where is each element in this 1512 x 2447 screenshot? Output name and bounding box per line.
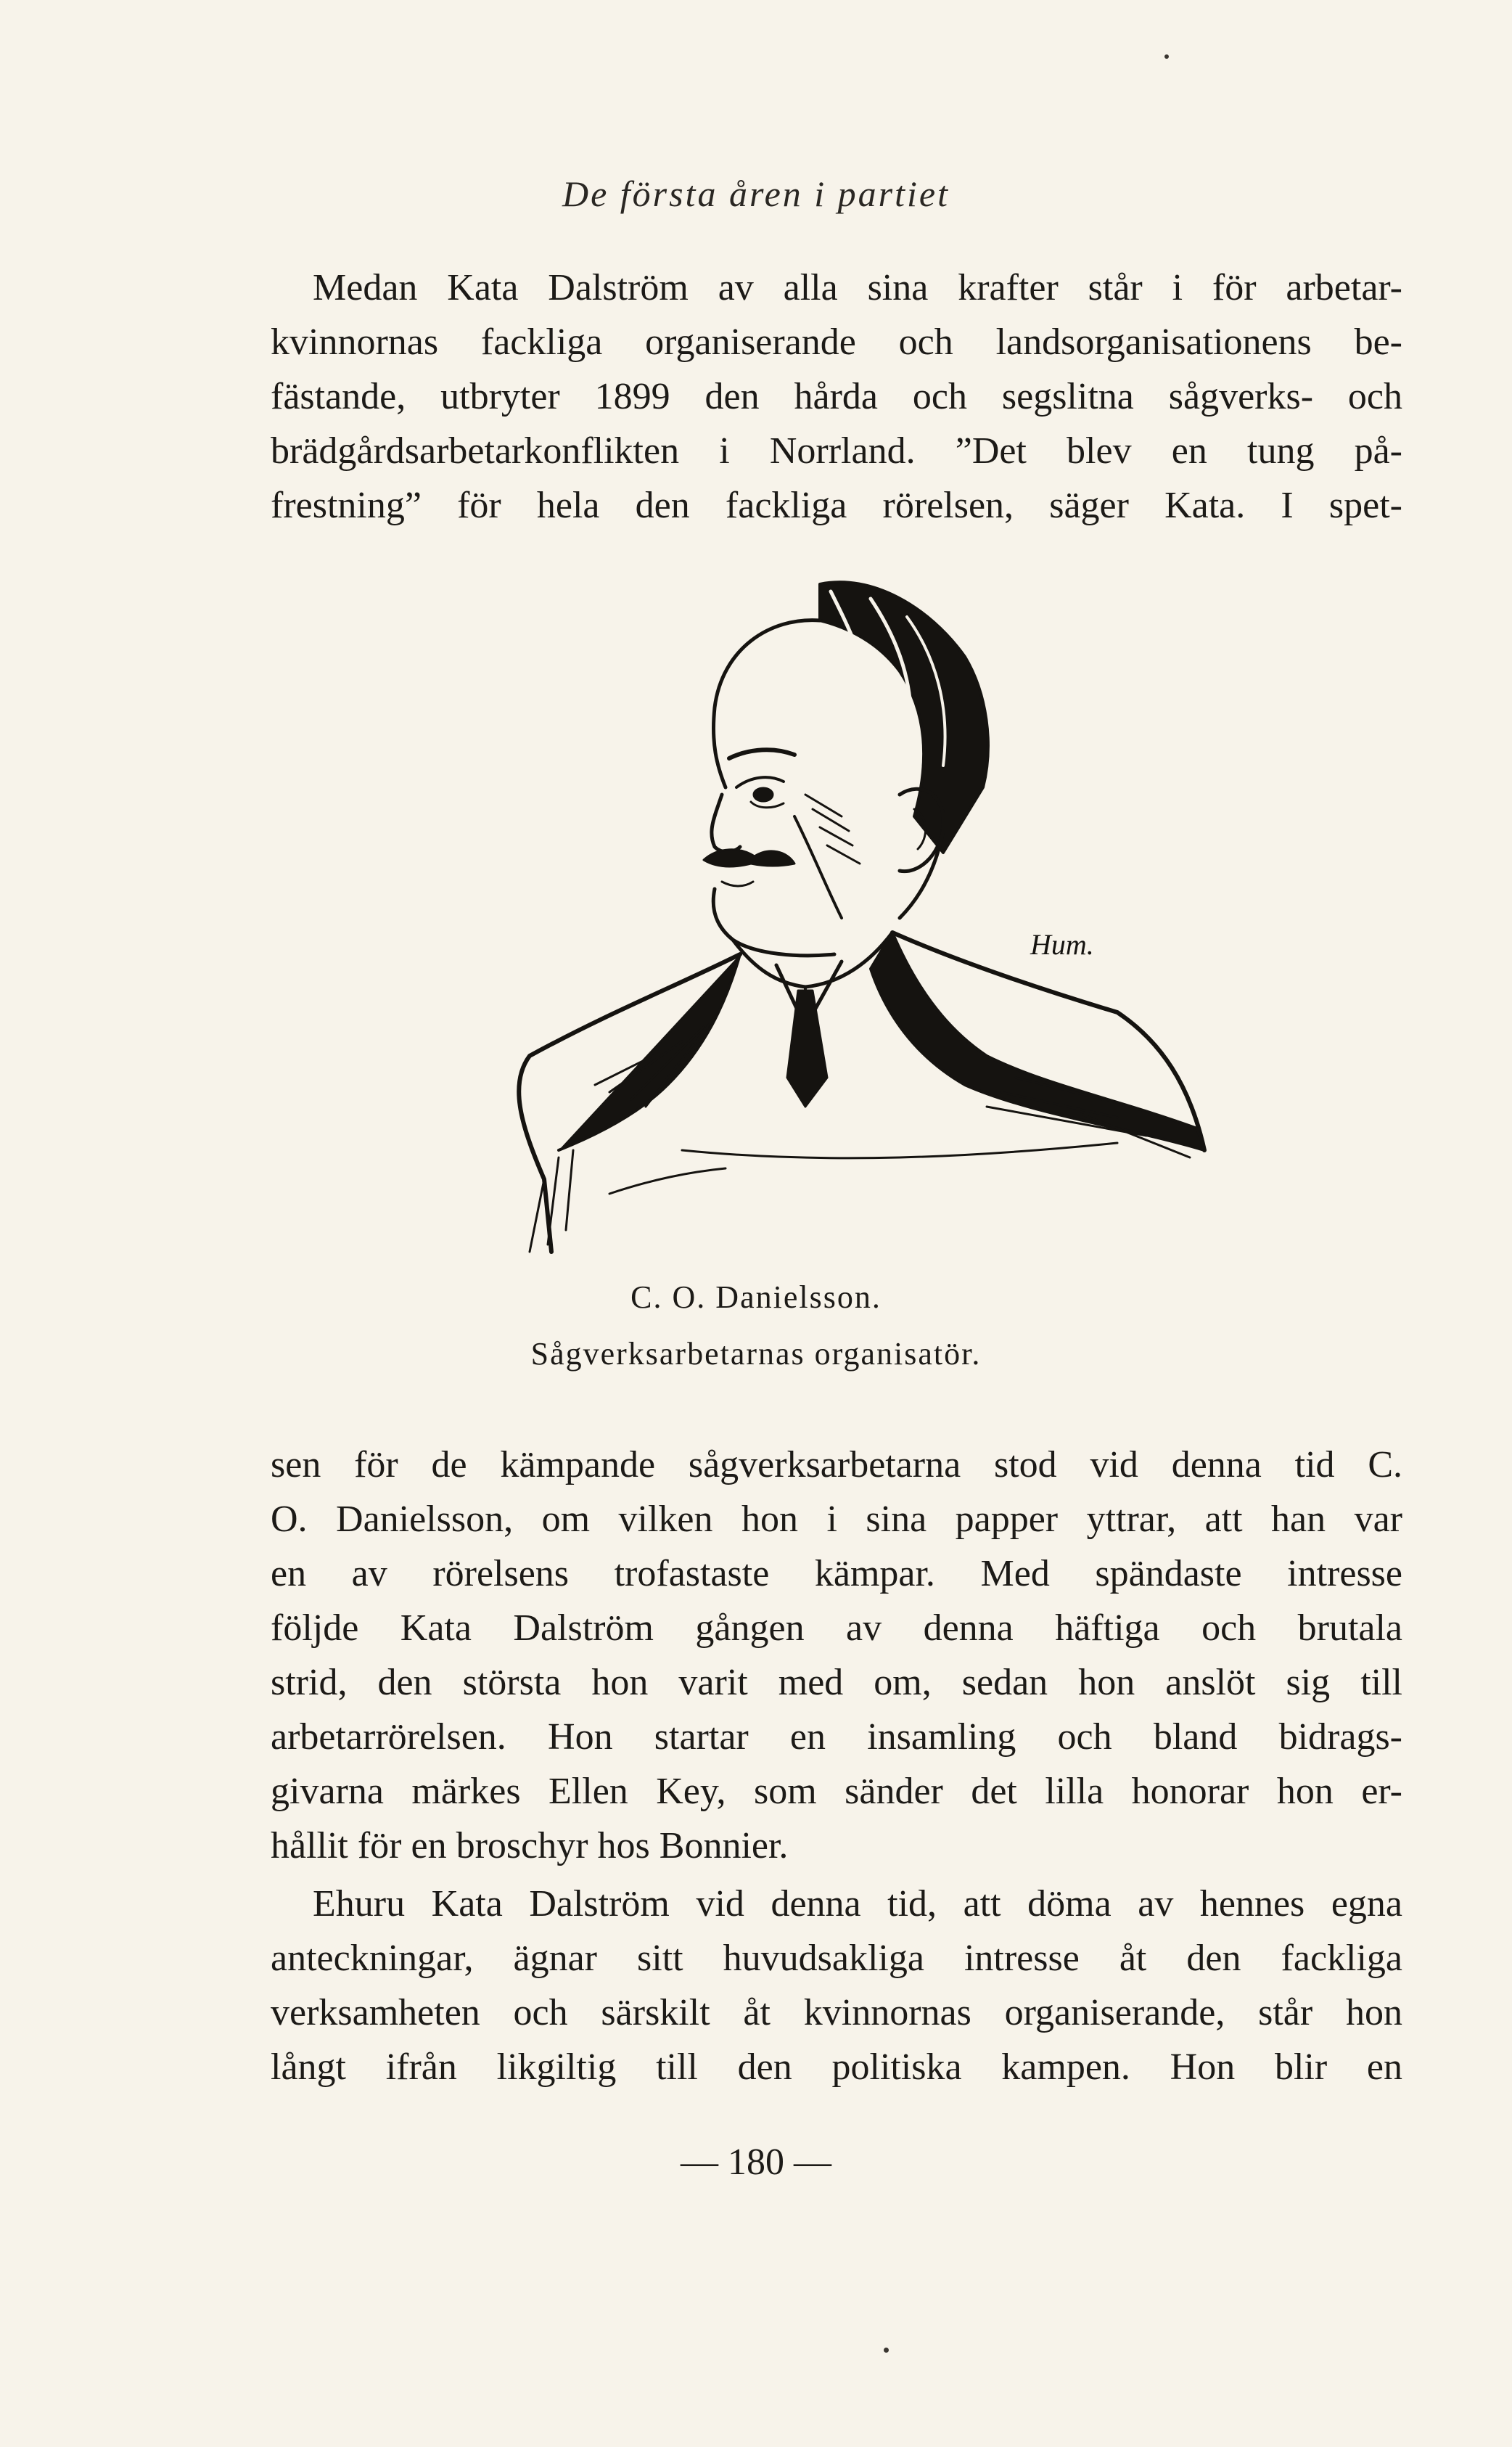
text-line: kvinnornas fackliga organiserande och landsorganisationens be-	[271, 321, 1402, 363]
text-line: fästande, utbryter 1899 den hårda och segslitna sågverks- och	[271, 376, 1402, 417]
text-line: anteckningar, ägnar sitt huvudsakliga intresse åt den fackliga	[271, 1938, 1402, 1979]
caption-name: C. O. Danielsson.	[630, 1279, 882, 1315]
paragraph-2	[271, 1438, 1402, 1873]
ink-speck	[884, 2348, 889, 2353]
text-line: sen för de kämpande sågverksarbetarna stod vid denna tid C.	[271, 1444, 1402, 1485]
text-line: Medan Kata Dalström av alla sina krafter står i för arbetar-	[313, 267, 1402, 308]
text-line: en av rörelsens trofastaste kämpar. Med spändaste intresse	[271, 1553, 1402, 1594]
text-line: följde Kata Dalström gången av denna häftiga och brutala	[271, 1607, 1402, 1649]
artist-signature: Hum.	[1030, 928, 1094, 961]
text-line: frestning” för hela den fackliga rörelsen, säger Kata. I spet-	[271, 485, 1402, 526]
caption-role: Sågverksarbetarnas organisatör.	[530, 1336, 982, 1372]
paragraph-1	[271, 261, 1402, 533]
text-line: Ehuru Kata Dalström vid denna tid, att döma av hennes egna	[313, 1883, 1402, 1925]
running-head: De första åren i partiet	[562, 173, 950, 214]
text-line: givarna märkes Ellen Key, som sänder det lilla honorar hon er-	[271, 1771, 1402, 1812]
portrait-caricature-icon	[464, 577, 1233, 1274]
text-line: brädgårdsarbetarkonflikten i Norrland. ”Det blev en tung på-	[271, 430, 1402, 472]
paragraph-3	[271, 1877, 1402, 2094]
ink-speck	[1164, 54, 1169, 59]
text-line: arbetarrörelsen. Hon startar en insamling och bland bidrags-	[271, 1716, 1402, 1758]
text-line: långt ifrån likgiltig till den politiska kampen. Hon blir en	[271, 2046, 1402, 2088]
text-line: O. Danielsson, om vilken hon i sina papper yttrar, att han var	[271, 1499, 1402, 1540]
text-line: strid, den största hon varit med om, sedan hon anslöt sig till	[271, 1662, 1402, 1703]
page-number: — 180 —	[681, 2141, 831, 2183]
text-line: hållit för en broschyr hos Bonnier.	[271, 1825, 789, 1866]
text-line: verksamheten och särskilt åt kvinnornas organiserande, står hon	[271, 1992, 1402, 2033]
